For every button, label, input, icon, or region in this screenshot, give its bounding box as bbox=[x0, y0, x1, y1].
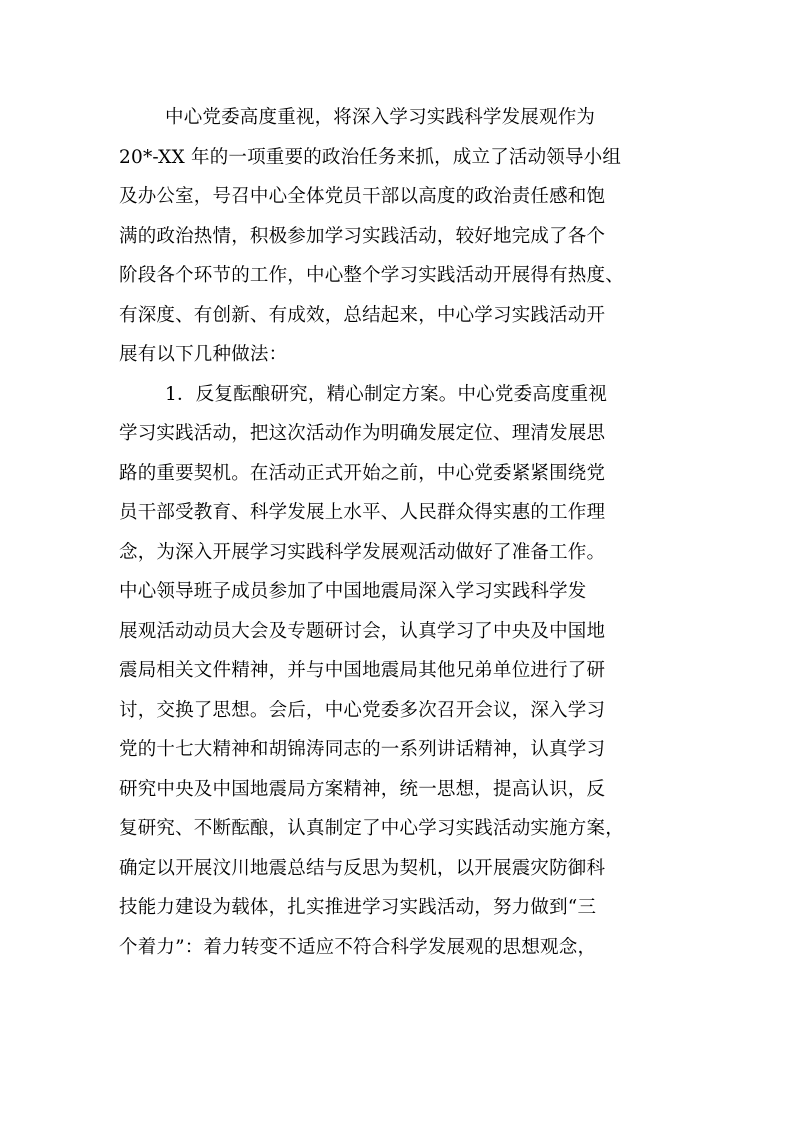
paragraph-2-line-12: 复研究、不断酝酿，认真制定了中心学习实践活动实施方案， bbox=[119, 818, 624, 839]
paragraph-2-line-4: 员干部受教育、科学发展上水平、人民群众得实惠的工作理 bbox=[119, 502, 606, 523]
document-body bbox=[119, 98, 679, 967]
paragraph-1-line-6: 有深度、有创新、有成效，总结起来，中心学习实践活动开 bbox=[119, 304, 606, 326]
paragraph-1-line-2: 20*-XX 年的一项重要的政治任务来抓，成立了活动领导小组 bbox=[119, 146, 622, 168]
paragraph-2-line-14: 技能力建设为载体，扎实推进学习实践活动，努力做到“三 bbox=[119, 897, 597, 918]
paragraph-2-line-9: 讨，交换了思想。会后，中心党委多次召开会议，深入学习 bbox=[119, 699, 606, 721]
paragraph-2-line-7: 展观活动动员大会及专题研讨会，认真学习了中央及中国地 bbox=[119, 620, 606, 642]
paragraph-1-line-3: 及办公室，号召中心全体党员干部以高度的政治责任感和饱 bbox=[119, 186, 606, 207]
paragraph-2-line-13: 确定以开展汶川地震总结与反思为契机，以开展震灾防御科 bbox=[119, 857, 606, 879]
paragraph-1-line-7: 展有以下几种做法： bbox=[119, 344, 288, 365]
paragraph-2-line-6: 中心领导班子成员参加了中国地震局深入学习实践科学发 bbox=[119, 581, 587, 602]
paragraph-2-line-11: 研究中央及中国地震局方案精神，统一思想，提高认识，反 bbox=[119, 778, 606, 800]
paragraph-2-line-8: 震局相关文件精神，并与中国地震局其他兄弟单位进行了研 bbox=[119, 660, 606, 681]
paragraph-2-line-1: 1．反复酝酿研究，精心制定方案。中心党委高度重视 bbox=[165, 383, 608, 405]
paragraph-2-line-15: 个着力”：着力转变不适应不符合科学发展观的思想观念， bbox=[119, 936, 597, 958]
paragraph-1-line-4: 满的政治热情，积极参加学习实践活动，较好地完成了各个 bbox=[119, 225, 606, 247]
paragraph-2-line-10: 党的十七大精神和胡锦涛同志的一系列讲话精神，认真学习 bbox=[119, 739, 606, 760]
paragraph-2-line-2: 学习实践活动，把这次活动作为明确发展定位、理清发展思 bbox=[119, 423, 606, 444]
paragraph-1-line-5: 阶段各个环节的工作，中心整个学习实践活动开展得有热度、 bbox=[119, 265, 624, 286]
paragraph-2-line-5: 念，为深入开展学习实践科学发展观活动做好了准备工作。 bbox=[119, 541, 606, 563]
paragraph-1-line-1: 中心党委高度重视，将深入学习实践科学发展观作为 bbox=[165, 107, 596, 128]
paragraph-2-line-3: 路的重要契机。在活动正式开始之前，中心党委紧紧围绕党 bbox=[119, 462, 606, 484]
